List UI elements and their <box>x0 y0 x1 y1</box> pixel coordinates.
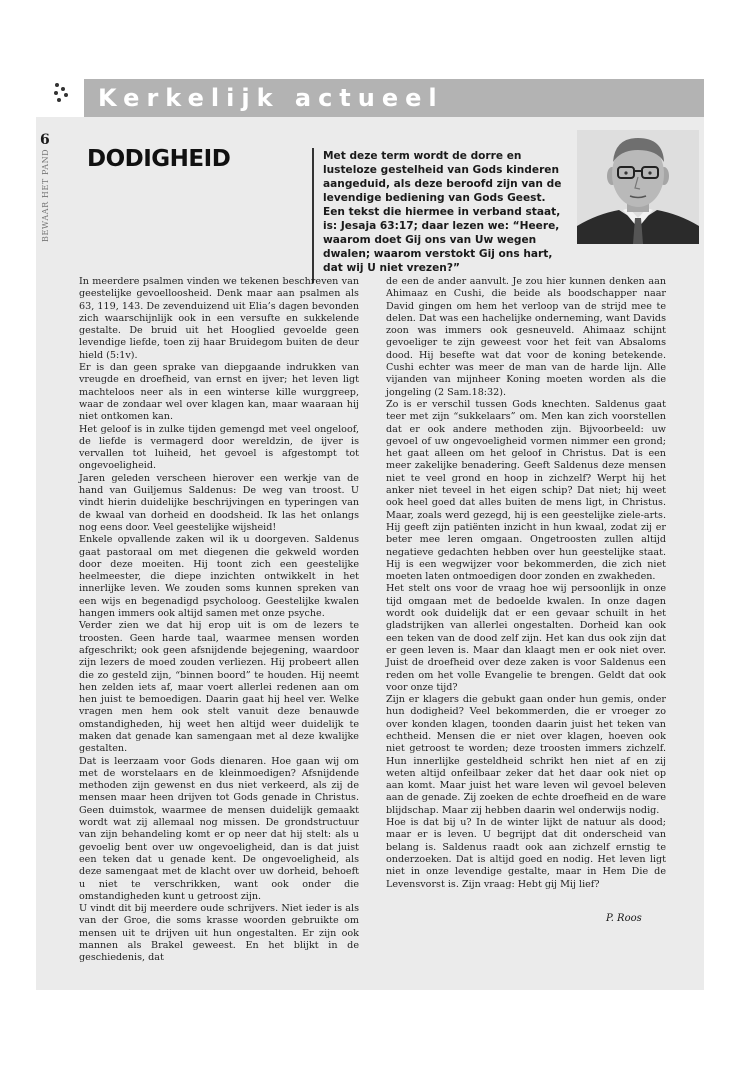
paragraph: Zo is er verschil tussen Gods knechten. Saldenus gaat teer met zijn “sukkelaars” om. Men kan zich voorstellen dat er ook andere methoden zijn. Bijvoorbeeld: uw gevoel of uw ongevoeligheid vormen nimmer een grond; het gaat alleen om het geloof in Christus. Dat is een meer zakelijke benadering. Geeft Saldenus deze mensen niet te veel grond en hoop in zichzelf? Werpt hij het anker niet teveel in het eigen schip? Dat niet; hij weet ook heel goed dat alles buiten de mens ligt, in Christus. Maar, zoals werd gezegd, hij is een geestelijke ziele-arts. Hij geeft zijn patiënten inzicht in hun kwaal, zodat zij er beter mee leren omgaan. Ongetroosten zullen altijd negatieve gedachten hebben over hun geestelijke staat. Hij is een wegwijzer voor bekommerden, die zich niet moeten laten ontmoedigen door zonden en zwakheden. <box>386 398 666 583</box>
paragraph: Er is dan geen sprake van diepgaande indrukken van vreugde en droefheid, van ernst en ijver; het leven ligt machteloos neer als in een winterse kille wurggreep, waar de zondaar wel over klagen kan, maar waaraan hij niet ontkomen kan. <box>79 362 359 423</box>
page-number: 6 <box>40 132 50 148</box>
paragraph: Het stelt ons voor de vraag hoe wij persoonlijk in onze tijd omgaan met de bedoelde kwalen. In onze dagen wordt ook duidelijk dat er een gevaar schuilt in het gladstrijken van allerlei ongestalten. Dorheid kan ook een teken van de dood zelf zijn. Het kan dus ook zijn dat er geen leven is. Maar dan klaagt men er ook niet over. Juist de droefheid over deze zaken is voor Saldenus een reden om het volle Evangelie te brengen. Geldt dat ook voor onze tijd? <box>386 583 666 693</box>
paragraph: In meerdere psalmen vinden we tekenen beschreven van geestelijke gevoelloosheid. Denk maar aan psalmen als 63, 119, 143. De zevenduizend uit Elia’s dagen bevonden zich waarschijnlijk ook in een versufte en sukkelende gestalte. De bruid uit het Hooglied gevoelde geen levendige liefde, toen zij haar Bruidegom buiten de deur hield (5:1v). <box>79 276 359 361</box>
author-portrait <box>577 130 699 244</box>
paragraph: de een de ander aanvult. Je zou hier kunnen denken aan Ahimaaz en Cushi, die beide als boodschapper naar David gingen om hem het verloop van de strijd mee te delen. Dat was een hachelijke onderneming, want Davids zoon was immers ook gesneuveld. Ahimaaz schijnt gevoeliger te zijn geweest voor het feit van Absaloms dood. Hij besefte wat dat voor de koning betekende. Cushi echter was meer de man van de harde lijn. Alle vijanden van mijnheer Koning moeten worden als die jongeling (2 Sam.18:32). <box>386 276 666 398</box>
intro-divider <box>312 148 314 283</box>
author-signature: P. Roos <box>606 913 642 924</box>
article-column-left <box>79 276 359 965</box>
dots-logo-icon <box>52 82 76 104</box>
article-column-right <box>386 276 666 891</box>
paragraph: Enkele opvallende zaken wil ik u doorgeven. Saldenus gaat pastoraal om met diegenen die gekweld worden door deze moeiten. Hij toont zich een geestelijke heelmeester, die diepe inzichten ontwikkelt in het innerlijke leven. We zouden soms kunnen spreken van een wijs en begenadigd psycholoog. Geestelijke kwalen hangen immers ook altijd samen met onze psyche. <box>79 534 359 620</box>
paragraph: Het geloof is in zulke tijden gemengd met veel ongeloof, de liefde is vermagerd door wereldzin, de ijver is vervallen tot luiheid, het gevoel is afgestompt tot ongevoeligheid. <box>79 423 359 472</box>
side-label: BEWAAR HET PAND <box>41 148 50 242</box>
paragraph: Dat is leerzaam voor Gods dienaren. Hoe gaan wij om met de worstelaars en de kleinmoedigen? Afsnijdende methoden zijn gewenst en dus niet verkeerd, als zij de mensen maar heen drijven tot Gods genade in Christus. Geen duimstok, waarmee de mensen duidelijk gemaakt wordt wat zij allemaal nog missen. De grondstructuur van zijn behandeling komt er op neer dat hij stelt: als u gevoelig bent over uw ongevoeligheid, dan is dat juist een teken dat u genade kent. De ongevoeligheid, als deze samengaat met de klacht over uw dorheid, behoeft u niet te verschrikken, want ook onder die omstandigheden kunt u getroost zijn. <box>79 755 359 902</box>
paragraph: Verder zien we dat hij erop uit is om de lezers te troosten. Geen harde taal, waarmee mensen worden afgeschrikt; ook geen afsnijdende bejegening, waardoor zijn lezers de moed zouden verliezen. Hij probeert allen die zo gesteld zijn, “binnen boord” te houden. Hij neemt hen zelden iets af, maar voert allerlei redenen aan om hen juist te bemoedigen. Daarin gaat hij heel ver. Welke vragen men hem ook stelt vanuit deze benauwde omstandigheden, hij weet hen altijd weer duidelijk te maken dat genade kan samengaan met al deze kwalijke gestalten. <box>79 620 359 755</box>
section-title: Kerkelijk actueel <box>98 84 444 112</box>
article-title: DODIGHEID <box>87 146 231 172</box>
paragraph: Hoe is dat bij u? In de winter lijkt de natuur als dood; maar er is leven. U begrijpt dat dit onderscheid van belang is. Saldenus raadt ook aan zichzelf ernstig te onderzoeken. Dat is altijd goed en nodig. Het leven ligt niet in onze levendige gestalte, maar in Hem Die de Levensvorst is. Zijn vraag: Hebt gij Mij lief? <box>386 817 666 890</box>
article-intro: Met deze term wordt de dorre en lusteloze gestelheid van Gods kinderen aangeduid, als deze beroofd zijn van de levendige bediening van Gods Geest. Een tekst die hiermee in verband staat, is: Jesaja 63:17; daar lezen we: “Heere, waarom doet Gij ons van Uw wegen dwalen; waarom verstokt Gij ons hart, dat wij U niet vrezen?” <box>323 150 562 274</box>
paragraph: Zijn er klagers die gebukt gaan onder hun gemis, onder hun dodigheid? Veel bekommerden, die er vroeger zo over konden klagen, toonden daarin juist het teken van echtheid. Mensen die er niet over klagen, hoeven ook niet getroost te worden; deze troosten immers zichzelf. Hun innerlijke gesteldheid schrikt hen niet af en zij weten altijd onfeilbaar zeker dat het daar ook niet op aan komt. Maar juist het ware leven wil gevoel beleven aan de genade. Zij zoeken de echte droefheid en de ware blijdschap. Maar zij hebben daarin wel onderwijs nodig. <box>386 694 666 816</box>
paragraph: U vindt dit bij meerdere oude schrijvers. Niet ieder is als van der Groe, die soms krasse woorden gebruikte om mensen uit te drijven uit hun ongestalten. Er zijn ook mannen als Brakel geweest. En het blijkt in de geschiedenis, dat <box>79 903 359 964</box>
paragraph: Jaren geleden verscheen hierover een werkje van de hand van Guiljemus Saldenus: De weg van troost. U vindt hierin duidelijke beschrijvingen en typeringen van de kwaal van dorheid en doodsheid. Ik las het onlangs nog eens door. Veel geestelijke wijsheid! <box>79 472 359 533</box>
